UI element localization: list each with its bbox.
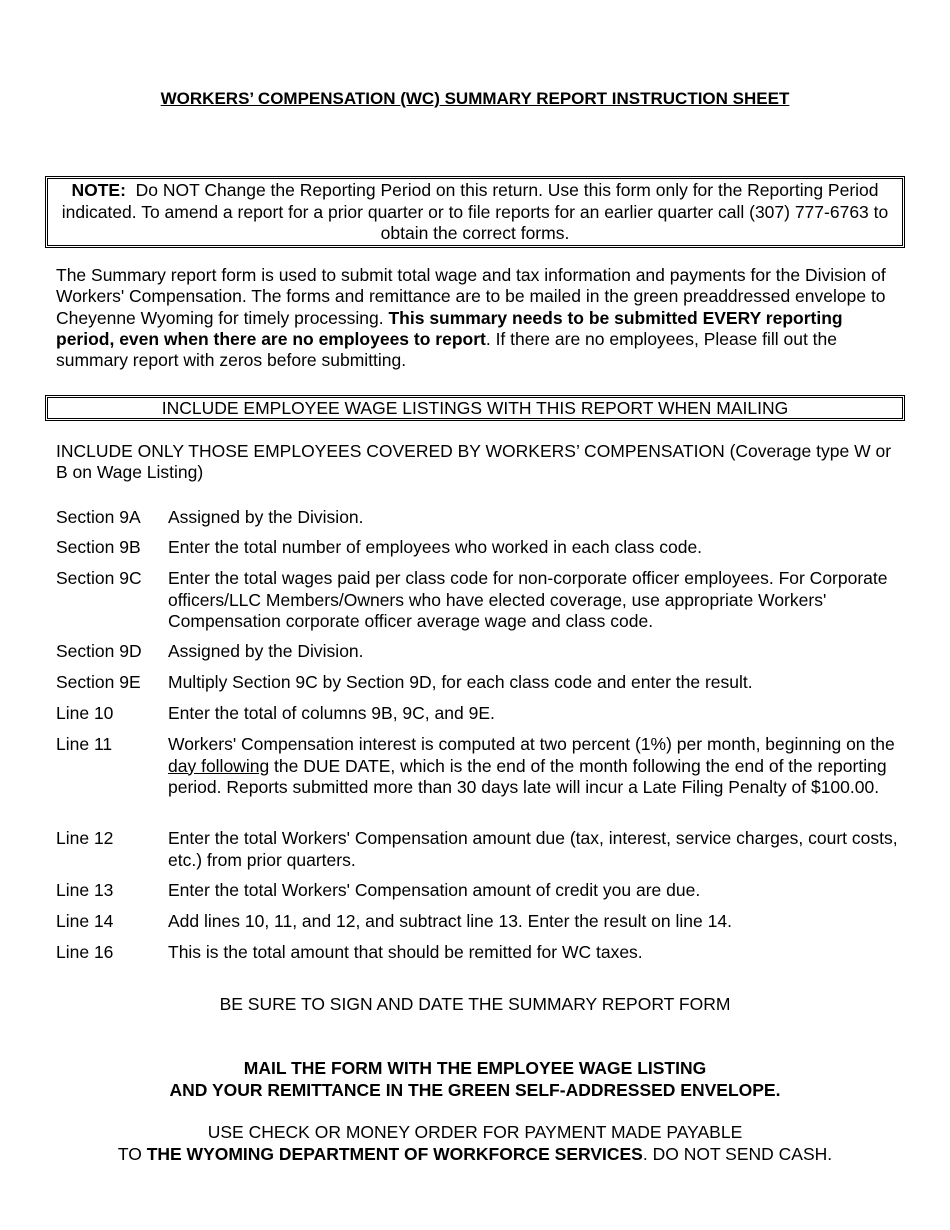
line-11-text-b: the DUE DATE, which is the end of the month following the end of the reporting period. Reports submitted more than 30 days late will incur a Late Filing Penalty of $100.00. (168, 755, 887, 797)
line-text: This is the total amount that should be remitted for WC taxes. (168, 942, 643, 962)
line-text (168, 734, 898, 799)
payee-name: THE WYOMING DEPARTMENT OF WORKFORCE SERVICES (146, 1144, 643, 1164)
section-text: Assigned by the Division. (168, 507, 364, 527)
note-label: NOTE: (71, 180, 126, 200)
section-label: Section 9A (56, 507, 141, 527)
line-label: Line 13 (56, 880, 114, 900)
section-label: Section 9B (56, 537, 141, 557)
include-only-paragraph: INCLUDE ONLY THOSE EMPLOYEES COVERED BY WORKERS’ COMPENSATION (Coverage type W or B on Wage Listing) (56, 441, 892, 483)
page-title: WORKERS’ COMPENSATION (WC) SUMMARY REPORT INSTRUCTION SHEET (160, 89, 790, 108)
line-label: Line 12 (56, 828, 114, 848)
line-label: Line 16 (56, 942, 114, 962)
intro-bold-text: This summary needs to be submitted EVERY reporting period, even when there are no employees to report (56, 307, 843, 349)
section-text: Assigned by the Division. (168, 641, 364, 661)
payment-pre: TO (117, 1144, 147, 1164)
intro-text-2: . If there are no employees, Please fill out the summary report with zeros before submitting. (56, 328, 838, 371)
mail-instruction-line-2: AND YOUR REMITTANCE IN THE GREEN SELF-ADDRESSED ENVELOPE. (169, 1080, 781, 1100)
line-label: Line 11 (56, 734, 113, 754)
line-text: Enter the total Workers' Compensation amount of credit you are due. (168, 880, 701, 900)
note-box (45, 176, 905, 248)
section-label: Section 9E (56, 672, 141, 692)
mail-instruction-line-1: MAIL THE FORM WITH THE EMPLOYEE WAGE LISTING (243, 1058, 707, 1078)
note-text: Do NOT Change the Reporting Period on this return. Use this form only for the Reporting Period indicated. To amend a report for a prior quarter or to file reports for an earlier quarter call (307) 777-6763 to obtain the correct forms. (61, 180, 889, 243)
line-text: Enter the total Workers' Compensation amount due (tax, interest, service charges, court costs, etc.) from prior quarters. (168, 828, 898, 870)
section-text: Enter the total number of employees who worked in each class code. (168, 537, 703, 557)
intro-text-1: The Summary report form is used to submit total wage and tax information and payments for the Division of Workers' Compensation. The forms and remittance are to be mailed in the green preaddressed envelope to Cheyenne Wyoming for timely processing. (56, 265, 886, 328)
line-label: Line 14 (56, 911, 114, 931)
section-text: Enter the total wages paid per class code for non-corporate officer employees. For Corporate officers/LLC Members/Owners who have elected coverage, use appropriate Workers' Compensation corporate officer average wage and class code. (168, 568, 888, 631)
line-text: Add lines 10, 11, and 12, and subtract line 13. Enter the result on line 14. (168, 911, 732, 931)
line-label: Line 10 (56, 703, 114, 723)
section-label: Section 9D (56, 641, 142, 661)
payment-instruction-line-2 (0, 1144, 950, 1166)
include-wage-listings-box: INCLUDE EMPLOYEE WAGE LISTINGS WITH THIS REPORT WHEN MAILING (45, 395, 905, 421)
payment-post: . DO NOT SEND CASH. (642, 1144, 833, 1164)
payment-instruction-line-1: USE CHECK OR MONEY ORDER FOR PAYMENT MADE PAYABLE (207, 1122, 743, 1142)
line-text: Enter the total of columns 9B, 9C, and 9E. (168, 703, 495, 723)
intro-paragraph (56, 265, 896, 371)
section-label: Section 9C (56, 568, 142, 588)
line-11-text-a: Workers' Compensation interest is computed at two percent (1%) per month, beginning on the (168, 734, 895, 754)
line-11-underlined: day following (168, 755, 270, 776)
section-text: Multiply Section 9C by Section 9D, for each class code and enter the result. (168, 672, 753, 692)
sign-note: BE SURE TO SIGN AND DATE THE SUMMARY REPORT FORM (219, 994, 731, 1014)
